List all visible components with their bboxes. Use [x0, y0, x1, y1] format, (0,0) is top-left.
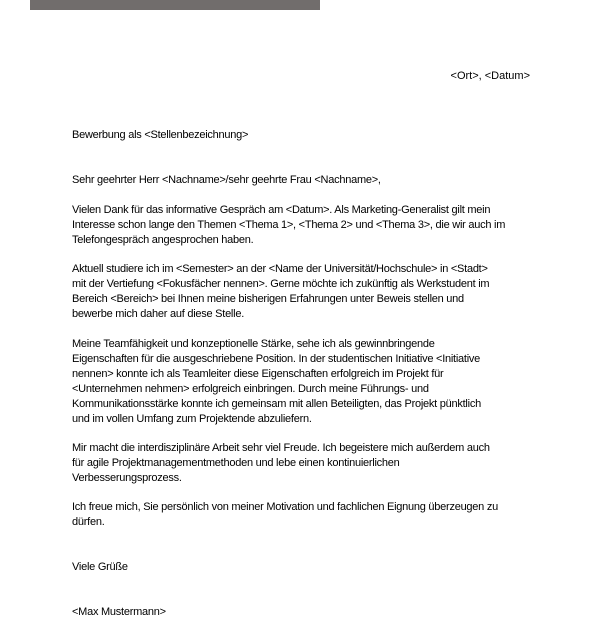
closing: Viele Grüße	[72, 561, 128, 573]
paragraph-4	[72, 441, 490, 486]
text-line: dürfen.	[72, 516, 105, 528]
paragraph-3	[72, 337, 481, 427]
text-line: nennen> konnte ich als Teamleiter diese Eigenschaften erfolgreich im Projekt für	[72, 368, 444, 380]
signature: <Max Mustermann>	[72, 606, 166, 618]
text-line: bewerbe mich daher auf diese Stelle.	[72, 308, 244, 320]
text-line: mit der Vertiefung <Fokusfächer nennen>. Gerne möchte ich zukünftig als Werkstudent im	[72, 278, 490, 290]
text-line: Ich freue mich, Sie persönlich von meiner Motivation und fachlichen Eignung überzeugen zu	[72, 501, 498, 513]
salutation: Sehr geehrter Herr <Nachname>/sehr geehrte Frau <Nachname>,	[72, 174, 381, 186]
paragraph-1	[72, 203, 505, 248]
text-line: Meine Teamfähigkeit und konzeptionelle Stärke, sehe ich als gewinnbringende	[72, 338, 435, 350]
text-line: für agile Projektmanagementmethoden und lebe einen kontinuierlichen	[72, 457, 400, 469]
text-line: Kommunikationsstärke konnte ich gemeinsam mit allen Beteiligten, das Projekt pünktlich	[72, 398, 481, 410]
subject-line: Bewerbung als <Stellenbezeichnung>	[72, 129, 249, 141]
text-line: Aktuell studiere ich im <Semester> an der <Name der Universität/Hochschule> in <Stadt>	[72, 263, 488, 275]
text-line: Telefongespräch angesprochen haben.	[72, 234, 254, 246]
text-line: Bereich <Bereich> bei Ihnen meine bisherigen Erfahrungen unter Beweis stellen und	[72, 293, 464, 305]
text-line: Verbesserungsprozess.	[72, 472, 182, 484]
top-bar	[30, 0, 320, 10]
text-line: und im vollen Umfang zum Projektende abzuliefern.	[72, 413, 312, 425]
text-line: Vielen Dank für das informative Gespräch am <Datum>. Als Marketing-Generalist gilt mein	[72, 204, 491, 216]
text-line: Eigenschaften für die ausgeschriebene Position. In der studentischen Initiative <Initiative	[72, 353, 481, 365]
text-line: Mir macht die interdisziplinäre Arbeit sehr viel Freude. Ich begeistere mich außerdem auch	[72, 442, 490, 454]
paragraph-5	[72, 500, 498, 530]
text-line: Interesse schon lange den Themen <Thema 1>, <Thema 2> und <Thema 3>, die wir auch im	[72, 219, 506, 231]
place-date: <Ort>, <Datum>	[450, 70, 530, 82]
text-line: <Unternehmen nehmen> erfolgreich einbringen. Durch meine Führungs- und	[72, 383, 429, 395]
paragraph-2	[72, 262, 489, 322]
